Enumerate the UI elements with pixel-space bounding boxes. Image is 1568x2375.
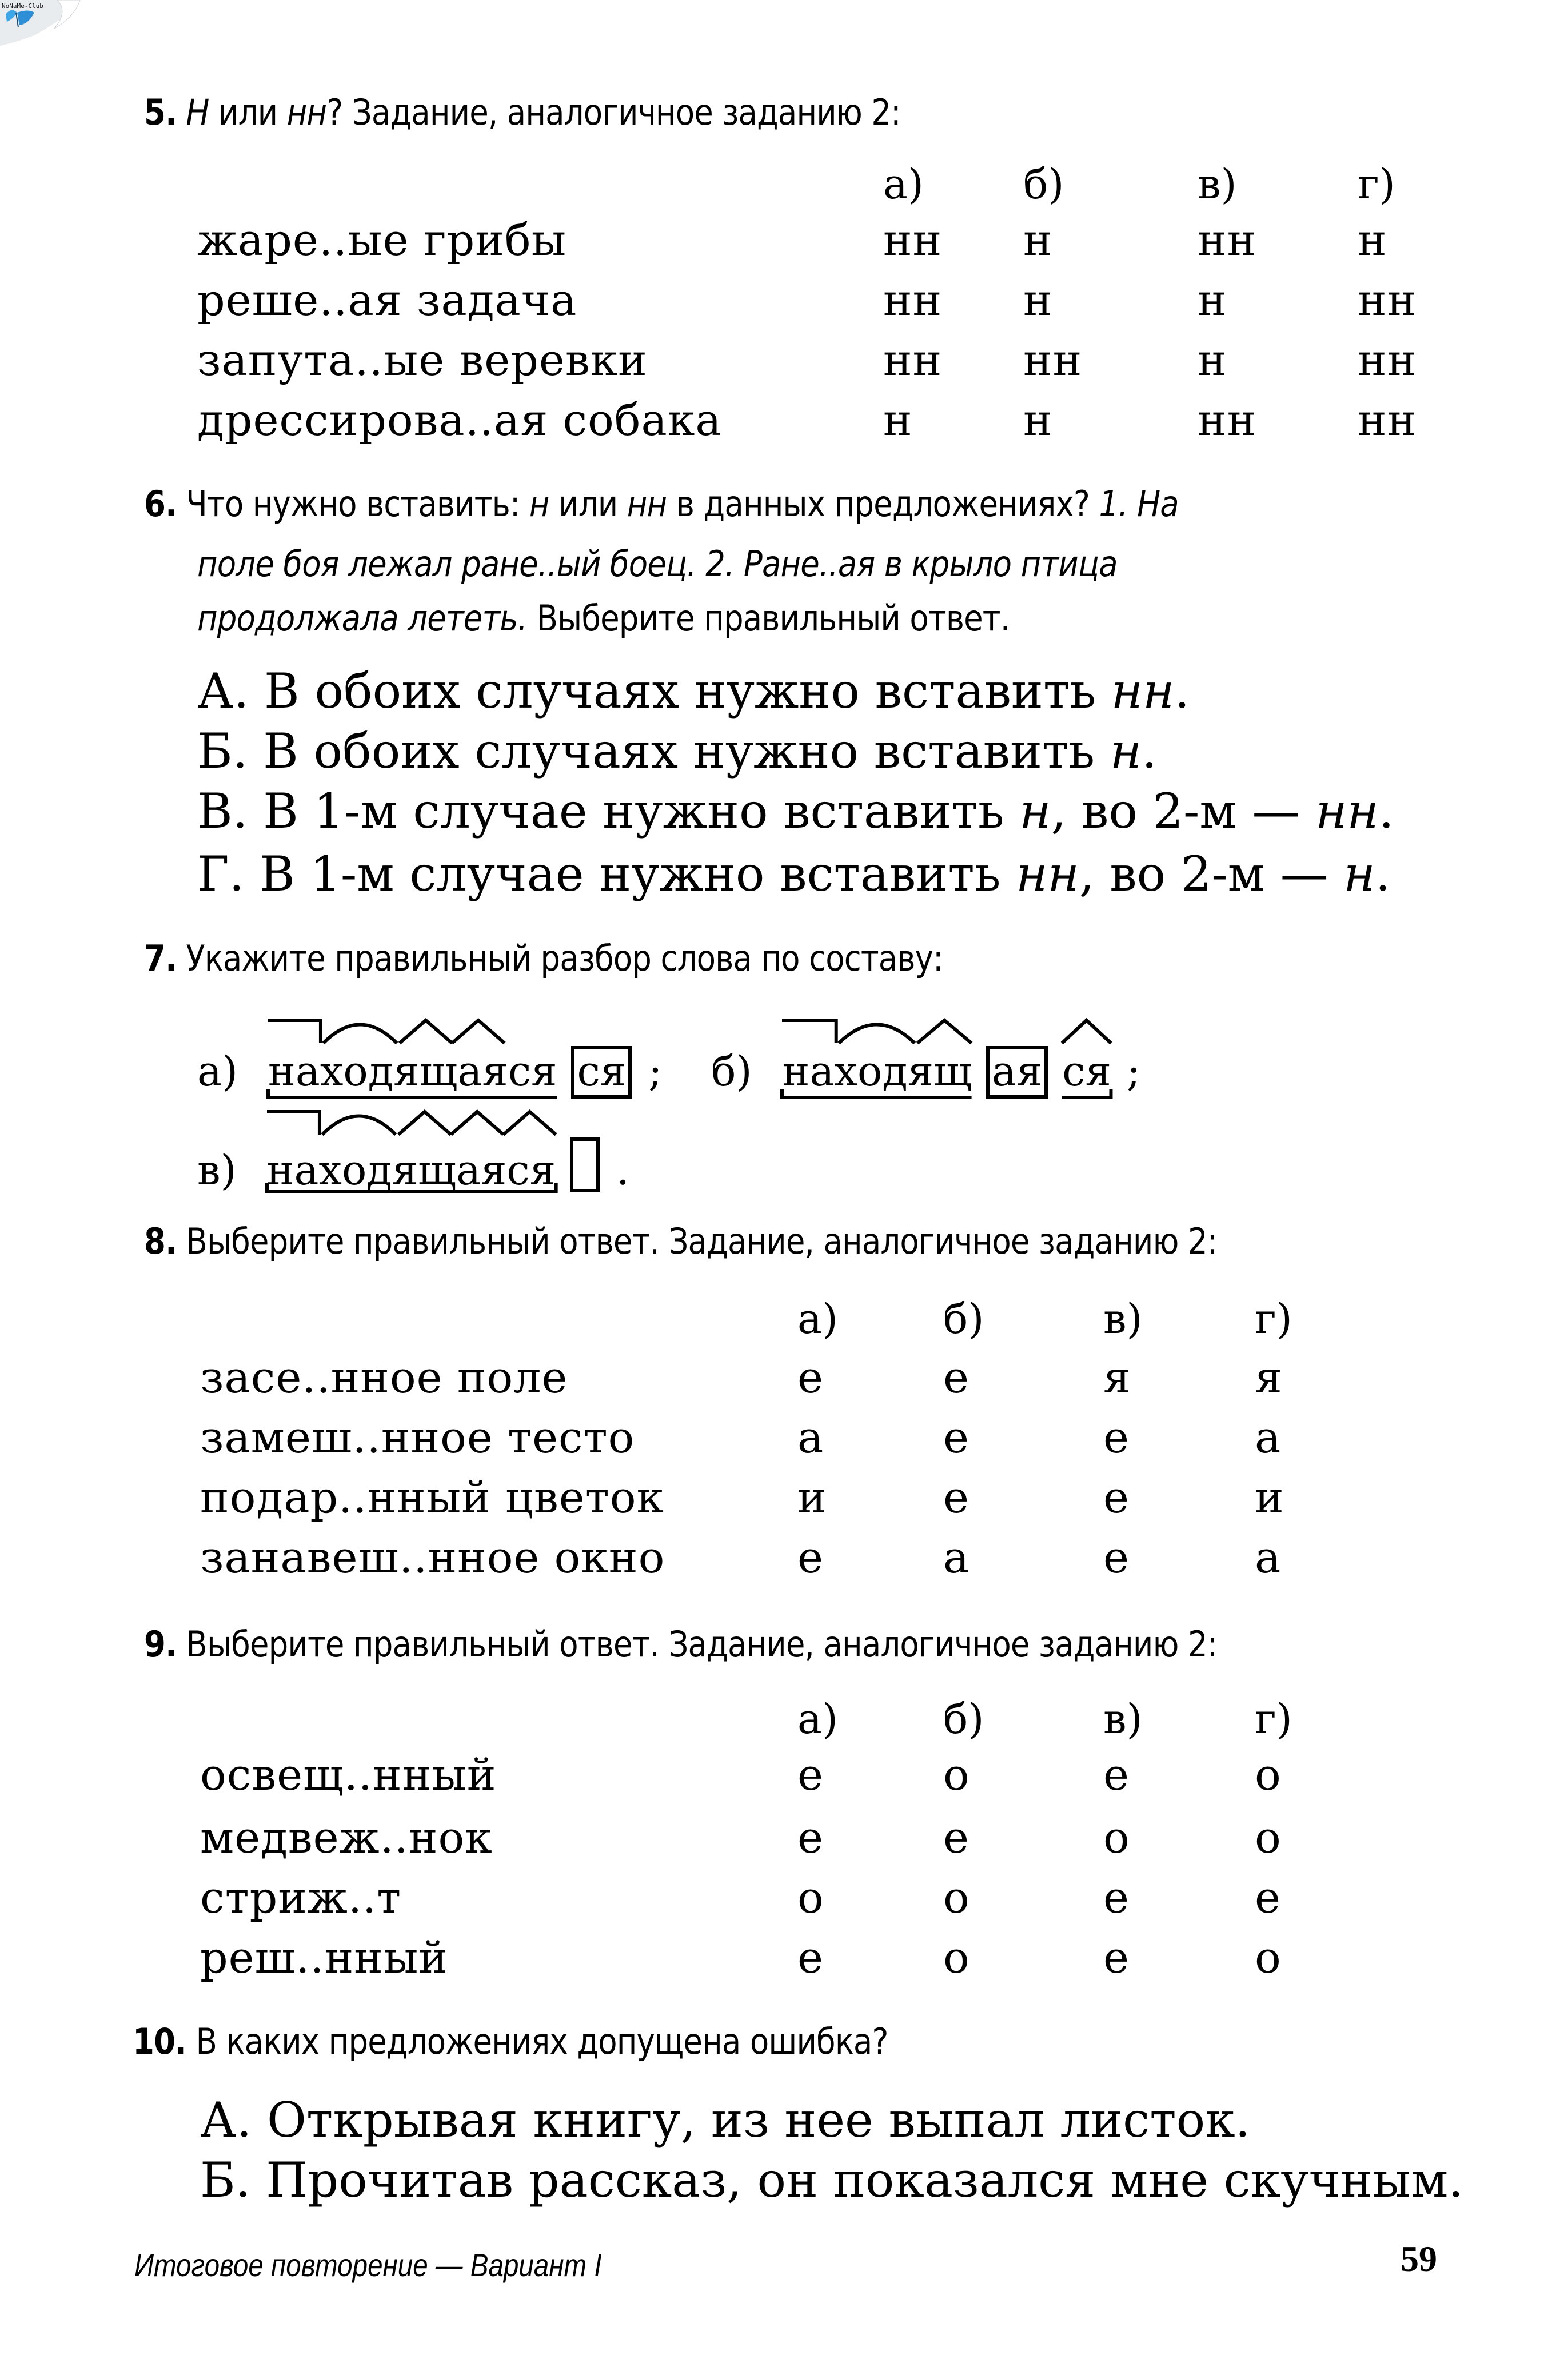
italic-text: нн — [1016, 846, 1079, 902]
task7-variant-b — [782, 1046, 1111, 1099]
task-number: 9. — [144, 1623, 177, 1665]
task6-line2: поле боя лежал ране..ый боец. 2. Ране..ая в крыло птица — [197, 543, 1118, 585]
column-header: г) — [1255, 1295, 1292, 1343]
italic-text: нн — [1111, 663, 1175, 719]
text: . — [1378, 783, 1394, 839]
task9-heading — [144, 1623, 1217, 1665]
prefix-mark — [267, 1112, 320, 1135]
text: Б. В обоих случаях нужно вставить — [197, 723, 1110, 779]
table-cell: нн — [1198, 394, 1257, 445]
italic-text: н — [1110, 723, 1142, 779]
task7-variant-c — [267, 1137, 601, 1192]
text: В. В 1-м случае нужно вставить — [197, 783, 1020, 839]
text: . — [1142, 723, 1157, 779]
table-cell: е — [797, 1932, 824, 1983]
task7-variant-a — [268, 1046, 633, 1099]
text: , во 2-м — — [1051, 783, 1316, 839]
table-cell: а — [797, 1412, 824, 1463]
italic-text: 1. На — [1099, 483, 1179, 525]
suffix-mark — [450, 1112, 503, 1135]
text: Г. В 1-м случае нужно вставить — [197, 846, 1016, 902]
column-header: г) — [1358, 160, 1395, 208]
table-cell: е — [1103, 1932, 1130, 1983]
text: . — [1375, 846, 1391, 902]
text: В каких предложениях допущена ошибка? — [195, 2021, 888, 2062]
task-number: 7. — [144, 937, 177, 979]
task6-line1 — [144, 483, 1179, 525]
task-number: 5. — [144, 91, 177, 133]
task7-line-ab — [197, 1046, 1140, 1099]
prefix-mark — [782, 1020, 836, 1043]
task7-label-b: б) — [711, 1047, 752, 1095]
table-cell: е — [943, 1412, 969, 1463]
word-main: находящаяся — [268, 1047, 557, 1095]
table-cell: и — [797, 1472, 827, 1523]
table-cell: е — [797, 1749, 824, 1800]
table-cell: я — [1103, 1352, 1131, 1403]
italic-text: н — [1019, 783, 1051, 839]
postfix-mark — [1062, 1020, 1111, 1043]
word-main: находящаяся — [266, 1146, 556, 1194]
table-cell: нн — [883, 274, 943, 325]
table-cell: е — [1103, 1412, 1130, 1463]
table-cell: о — [943, 1749, 970, 1800]
task-number: 6. — [144, 483, 177, 525]
table-cell: а — [1255, 1532, 1282, 1583]
row-word: засе..нное поле — [200, 1352, 568, 1403]
task6-option — [197, 723, 1157, 779]
italic-text: нн — [627, 483, 667, 525]
task6-option — [197, 663, 1190, 719]
text: Выберите правильный ответ. — [527, 597, 1010, 639]
italic-text: нн — [1315, 783, 1379, 839]
table-cell: е — [797, 1532, 824, 1583]
task7-line-c — [197, 1137, 629, 1192]
watermark-text: NoNaMe-Club — [2, 2, 43, 10]
table-cell: н — [1198, 334, 1227, 385]
table-cell: о — [797, 1872, 824, 1923]
table-cell: е — [1103, 1532, 1130, 1583]
italic-text: продолжала лететь. — [197, 597, 528, 639]
column-header: а) — [797, 1295, 839, 1343]
table-cell: е — [943, 1812, 969, 1863]
suffix-mark — [503, 1112, 556, 1135]
table-cell: нн — [1198, 214, 1257, 265]
text: или — [549, 483, 627, 525]
punctuation: . — [616, 1146, 629, 1194]
task6-option — [197, 783, 1394, 839]
row-word: реше..ая задача — [197, 274, 577, 325]
text: А. В обоих случаях нужно вставить — [197, 663, 1111, 719]
table-cell: нн — [883, 334, 943, 385]
row-word: дрессирова..ая собака — [197, 394, 722, 445]
table-cell: н — [883, 394, 913, 445]
column-header: а) — [883, 160, 924, 208]
task8-heading — [144, 1220, 1217, 1262]
table-cell: а — [1255, 1412, 1282, 1463]
root-arc — [323, 1025, 397, 1044]
text: Выберите правильный ответ. Задание, аналогичное заданию 2: — [186, 1623, 1218, 1665]
zero-ending-box — [570, 1137, 600, 1192]
text: Выберите правильный ответ. Задание, аналогичное заданию 2: — [186, 1220, 1218, 1262]
text: или — [209, 91, 287, 133]
table-cell: о — [1255, 1812, 1282, 1863]
table-cell: и — [1255, 1472, 1284, 1523]
ending-box: ая — [986, 1046, 1048, 1099]
table-cell: я — [1255, 1352, 1283, 1403]
task10-option-b: Б. Прочитав рассказ, он показался мне скучным. — [200, 2152, 1464, 2208]
table-cell: н — [1198, 274, 1227, 325]
column-header: г) — [1255, 1695, 1292, 1743]
ending-box: ся — [571, 1046, 632, 1099]
punctuation: ; — [648, 1047, 663, 1095]
row-word: медвеж..нок — [200, 1812, 493, 1863]
row-word: освещ..нный — [200, 1749, 497, 1800]
column-header: б) — [1023, 160, 1064, 208]
column-header: в) — [1103, 1295, 1143, 1343]
table-cell: н — [1358, 214, 1387, 265]
task7-heading — [144, 937, 943, 979]
text: в данных предложениях? — [667, 483, 1099, 525]
table-cell: е — [1255, 1872, 1281, 1923]
column-header: а) — [797, 1695, 839, 1743]
task6-option — [197, 846, 1390, 902]
task5-heading — [144, 91, 901, 133]
word-main: находящ — [782, 1047, 972, 1095]
table-cell: нн — [1358, 274, 1417, 325]
table-cell: н — [1023, 394, 1053, 445]
root-arc — [322, 1116, 396, 1135]
table-cell: е — [1103, 1472, 1130, 1523]
table-cell: нн — [883, 214, 943, 265]
task10-option-a: А. Открывая книгу, из нее выпал листок. — [200, 2092, 1251, 2148]
table-cell: о — [943, 1932, 970, 1983]
table-cell: нн — [1358, 394, 1417, 445]
text: ? Задание, аналогичное заданию 2: — [326, 91, 901, 133]
italic-text: н — [529, 483, 549, 525]
page-number: 59 — [1401, 2238, 1437, 2279]
table-cell: о — [943, 1872, 970, 1923]
row-word: жаре..ые грибы — [197, 214, 567, 265]
footer-title: Итоговое повторение — Вариант I — [134, 2247, 602, 2283]
watermark-logo — [0, 0, 83, 46]
italic-text: н — [1343, 846, 1375, 902]
table-cell: о — [1255, 1932, 1282, 1983]
text: , во 2-м — — [1079, 846, 1344, 902]
suffix-mark — [452, 1020, 505, 1043]
table-cell: е — [1103, 1872, 1130, 1923]
table-cell: н — [1023, 274, 1053, 325]
task10-heading — [133, 2021, 888, 2062]
table-cell: нн — [1023, 334, 1083, 385]
italic-text: Н — [186, 91, 209, 133]
root-arc — [839, 1025, 915, 1044]
table-cell: нн — [1358, 334, 1417, 385]
row-word: подар..нный цветок — [200, 1472, 665, 1523]
task-number: 8. — [144, 1220, 177, 1262]
task7-label-c: в) — [197, 1146, 237, 1194]
table-cell: е — [943, 1472, 969, 1523]
task7-label-a: а) — [197, 1047, 238, 1095]
task-number: 10. — [133, 2021, 187, 2062]
table-cell: о — [1103, 1812, 1130, 1863]
text: Что нужно вставить: — [186, 483, 529, 525]
row-word: стриж..т — [200, 1872, 402, 1923]
suffix-mark — [398, 1112, 450, 1135]
row-word: замеш..нное тесто — [200, 1412, 635, 1463]
column-header: в) — [1103, 1695, 1143, 1743]
row-word: запута..ые веревки — [197, 334, 648, 385]
text: Укажите правильный разбор слова по составу: — [186, 937, 943, 979]
table-cell: е — [797, 1352, 824, 1403]
row-word: реш..нный — [200, 1932, 449, 1983]
table-cell: е — [797, 1812, 824, 1863]
italic-text: нн — [286, 91, 327, 133]
butterfly-page-curl-icon — [0, 0, 83, 46]
suffix-mark — [400, 1020, 452, 1043]
column-header: в) — [1198, 160, 1237, 208]
table-cell: н — [1023, 214, 1053, 265]
suffix-mark — [917, 1020, 972, 1043]
table-cell: е — [943, 1352, 969, 1403]
prefix-mark — [268, 1020, 321, 1043]
table-cell: а — [943, 1532, 970, 1583]
postfix-text: ся — [1062, 1047, 1111, 1095]
text: . — [1174, 663, 1190, 719]
column-header: б) — [943, 1695, 984, 1743]
row-word: занавеш..нное окно — [200, 1532, 665, 1583]
table-cell: е — [1103, 1749, 1130, 1800]
punctuation: ; — [1126, 1047, 1141, 1095]
table-cell: о — [1255, 1749, 1282, 1800]
task6-line3 — [197, 597, 1010, 639]
column-header: б) — [943, 1295, 984, 1343]
